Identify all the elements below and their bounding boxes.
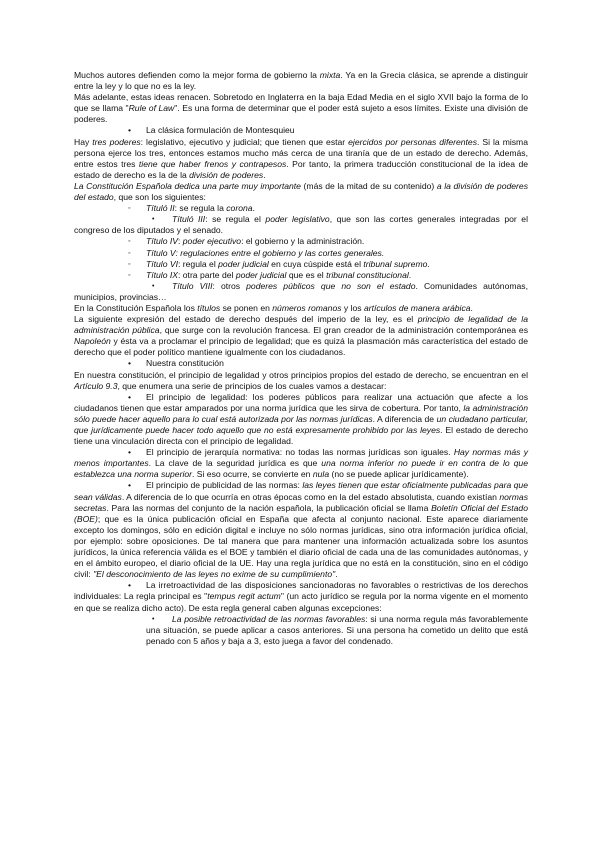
text: que es el (286, 269, 327, 280)
text: : se regula el (205, 214, 266, 225)
text: . (427, 258, 430, 269)
text: . Por tanto, la primera traducción constitucional de la idea de estado de derecho es la de la (74, 158, 529, 180)
text-emphasis: tribunal supremo (363, 258, 428, 269)
list-item-favorable-retroactivity (74, 614, 528, 647)
paragraph-rule-of-law (74, 92, 528, 125)
list-item-legality (74, 392, 528, 447)
heading-montesquieu (74, 125, 528, 136)
text: : se regula la (174, 203, 227, 214)
text: : otros (212, 280, 247, 291)
text: . El estado de derecho tiene una vinculación directa con el principio de legalidad. (74, 425, 528, 447)
text: Hay (74, 136, 93, 147)
text: La siguiente expresión del estado de derecho después del imperio de la ley, es el (74, 314, 418, 325)
list-item-title-viii (74, 281, 528, 303)
text: . (335, 569, 338, 580)
text: (más de la mitad de su contenido) (300, 180, 437, 191)
text: El principio de jerarquía normativa: no todas las normas jurídicas son iguales. (146, 447, 454, 458)
text: . La clave de la seguridad jurídica es que (148, 458, 322, 469)
list-item-title-iv (74, 236, 528, 247)
text-emphasis: Título IX (146, 269, 178, 280)
text: , que surge con la revolución francesa. El gran creador de la administración contemporánea es (159, 325, 528, 336)
text-emphasis: la administración sólo puede hacer aquello para lo cual está autorizada por las normas jurídicas (74, 402, 528, 424)
text-emphasis: a la división de poderes del estado (74, 180, 528, 203)
list-item-title-vi (74, 259, 528, 270)
text: en cuya cúspide está el (268, 258, 364, 269)
text: . Para las normas del conjunto de la nación española, la publicación oficial se llama (106, 502, 432, 513)
heading-text: La clásica formulación de Montesquieu (146, 125, 295, 136)
text-emphasis: títulos (197, 302, 221, 313)
paragraph-three-powers (74, 137, 528, 181)
text: : si una norma regula más favorablemente una situación, se puede aplicar a casos anteriores. Si una persona ha cometido un delito que está penado con 5 años y baja a 3, esto juega a favor del condenado. (146, 613, 529, 646)
text-emphasis: La posible retroactividad de las normas favorables (172, 613, 366, 624)
text: , que son los siguientes: (113, 192, 206, 203)
list-item-hierarchy (74, 447, 528, 480)
text: Muchos autores defienden como la mejor forma de gobierno la (74, 70, 320, 80)
text: ". Es una forma de determinar que el poder está sujeto a esos límites. Existe una división de poderes. (74, 103, 528, 125)
paragraph-constitution-division (74, 181, 528, 203)
text-emphasis: Títuló III (172, 214, 206, 225)
text: : regula el (178, 258, 219, 269)
text: La irretroactividad de las disposiciones sancionadoras no favorables o restrictivas de los derechos individuales: La regla principal es " (74, 580, 528, 602)
text: . (408, 269, 412, 280)
text-emphasis: poder ejecutivo (182, 236, 242, 247)
list-item-title-ix (74, 270, 528, 281)
text: , que son las cortes generales integradas por el congreso de los diputados y el senado. (74, 214, 528, 236)
text: . Ya en la Grecia clásica, se aprende a distinguir entre la ley y lo que no es la ley. (74, 70, 528, 92)
text-emphasis: principio de legalidad de la administración pública (74, 314, 528, 336)
text: : otra parte del (178, 269, 236, 280)
text-emphasis: Boletín Oficial del Estado (BOE) (74, 502, 528, 524)
text-emphasis: Título IV (146, 236, 178, 247)
text: se ponen en (220, 302, 273, 313)
text: . (252, 203, 255, 214)
text-emphasis: un ciudadano particular, que jurídicamente puede hacer todo aquello que no está expresamente prohibido por las leyes (74, 413, 528, 435)
text-emphasis: nula (312, 469, 330, 480)
document-page (74, 70, 528, 647)
text-emphasis: Título VI (146, 258, 178, 269)
text-emphasis: tres poderes (92, 136, 141, 147)
text: y ésta va a proclamar el principio de legalidad; que es quizá la plasmación más característica del estado de derecho que el poder político mantiene igualmente con los ciudadanos. (74, 336, 528, 358)
text: . Comunidades autónomas, municipios, provincias… (74, 280, 528, 302)
text-emphasis: poderes públicos que no son el estado (246, 280, 416, 291)
paragraph-mixed-government (74, 70, 528, 92)
text-emphasis: artículos de manera arábica (364, 302, 471, 313)
text: El principio de publicidad de las normas: (146, 480, 303, 491)
text-emphasis: ejercidos por personas diferentes (348, 136, 478, 147)
text: (no se puede aplicar jurídicamente). (329, 469, 469, 480)
paragraph-article-9-3 (74, 370, 528, 392)
text: : (178, 236, 183, 247)
text-emphasis: división de poderes (189, 169, 264, 180)
text: . Si eso ocurre, se convierte en (192, 469, 313, 480)
text: Más adelante, estas ideas renacen. Sobretodo en Inglaterra en la baja Edad Media en el siglo XVII bajo la forma de lo que se llama " (74, 92, 528, 114)
text: . (263, 169, 266, 180)
text-emphasis: tribunal constitucional (326, 269, 409, 280)
text-emphasis: poder judicial (235, 269, 287, 280)
paragraph-titles-articles (74, 303, 528, 314)
list-item-title-v (74, 248, 528, 259)
text: . (470, 302, 473, 313)
text-emphasis: Hay normas más y menos importantes (74, 447, 528, 469)
list-item-title-ii (74, 203, 528, 214)
text: , que enumera una serie de principios de los cuales vamos a destacar: (117, 380, 387, 391)
text: El principio de legalidad: los poderes públicos para realizar una actuación que afecte a los ciudadanos tienen que estar amparados por una norma jurídica que les sirva de cobertura. Por tanto, (74, 391, 528, 413)
text: . A diferencia de (372, 413, 437, 424)
text-emphasis: Napoleón (74, 336, 111, 347)
list-item-irretroactivity (74, 580, 528, 613)
text-emphasis: tempus regit actum (207, 591, 281, 602)
heading-nuestra-constitucion (74, 358, 528, 369)
text-emphasis: normas secretas (74, 491, 528, 513)
text: y los (341, 302, 364, 313)
text: En la Constitución Española los (74, 302, 198, 313)
text-emphasis: "El desconocimiento de las leyes no exime de su cumplimiento" (93, 569, 336, 580)
text-emphasis: tiene que haber frenos y contrapesos (138, 158, 287, 169)
text-emphasis: Artículo 9.3 (74, 380, 118, 391)
text-emphasis: números romanos (272, 302, 342, 313)
text-emphasis: La Constitución Española dedica una parte muy importante (74, 180, 301, 191)
text-emphasis: Título VIII (172, 280, 213, 291)
text-emphasis: las leyes tienen que estar oficialmente publicadas para que sean válidas (74, 480, 528, 502)
text: En nuestra constitución, el principio de legalidad y otros principios propios del estado de derecho, se encuentran en el (74, 369, 528, 380)
text: : el gobierno y la administración. (241, 236, 365, 247)
text-emphasis: Rule of Law (128, 103, 175, 114)
text-emphasis: mixta (319, 70, 341, 80)
text: . A diferencia de lo que ocurría en otras épocas como en la del estado absolutista, cuando existían (121, 491, 500, 502)
text: " (un acto jurídico se regula por la norma vigente en el momento en que se realiza dicho acto). De esta regla general caben algunas excepciones: (74, 591, 528, 613)
text-emphasis: corona (226, 203, 253, 214)
text-emphasis: Títuló II (146, 203, 175, 214)
text: . Si la misma persona ejerce los tres, entonces estamos mucho más cerca de una tiranía que de un estado de derecho. Además, entre estos tres (74, 136, 528, 169)
text: : legislativo, ejecutivo y judicial; que tienen que estar (140, 136, 349, 147)
paragraph-legality-principle (74, 314, 528, 358)
text-emphasis: Título V: regulaciones entre el gobierno y las cortes generales. (146, 247, 385, 258)
text-emphasis: poder judicial (218, 258, 269, 269)
text: ; que es la única publicación oficial en España que afecta al conjunto nacional. Este aparece diariamente excepto los domingos, sólo en edición digital e incluye no sólo normas jurídicas, sino otra información jurídica oficial, por ejemplo: sobre oposiciones. De tal manera que para mantener una información actualizada sobre los asuntos jurídicos, la única referencia válida es el BOE y también el diario oficial de cada una de las comunidades autónomas, y en el ámbito europeo, el diario oficial de la UE. Hay una regla jurídica que no está en la constitución, sino en el código civil: (74, 513, 528, 580)
list-item-title-iii (74, 214, 528, 236)
text-emphasis: poder legislativo (265, 214, 330, 225)
heading-text: Nuestra constitución (146, 358, 224, 369)
list-item-publicity (74, 480, 528, 580)
text-emphasis: una norma inferior no puede ir en contra de lo que establezca una norma superior (74, 458, 528, 480)
